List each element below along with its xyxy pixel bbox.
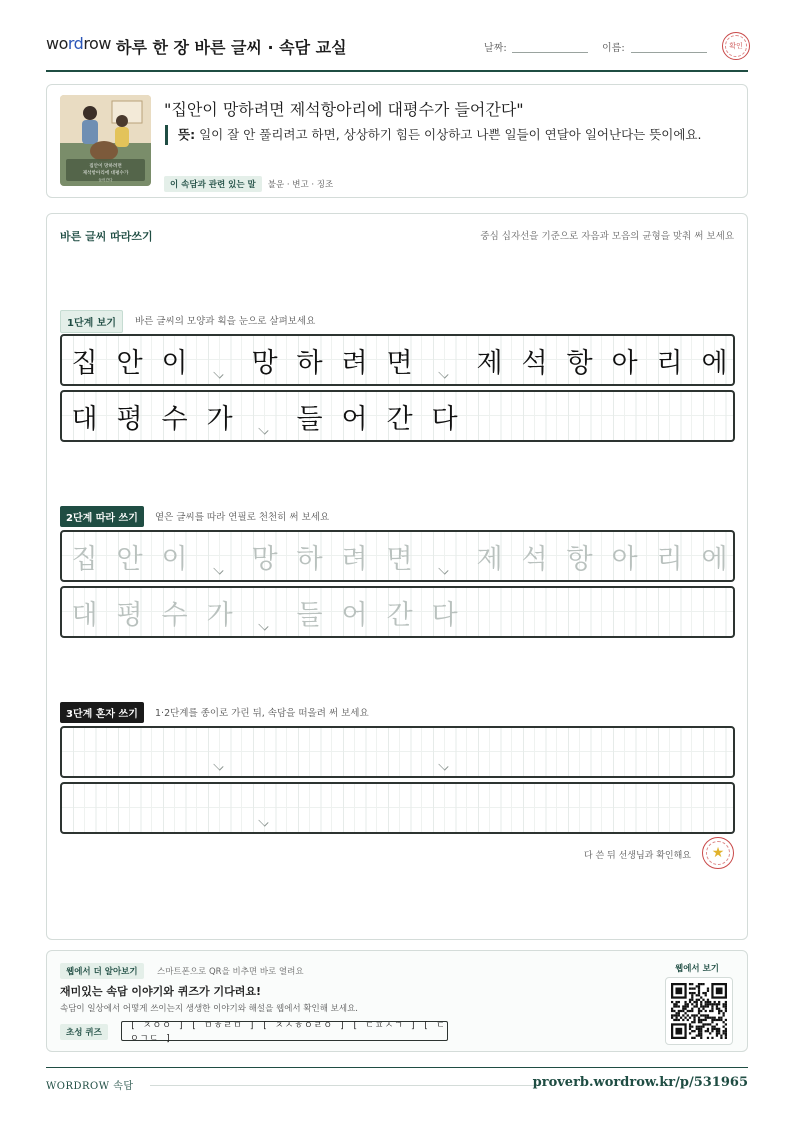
char-cell: 안 xyxy=(116,543,143,575)
char-cell: 에 xyxy=(701,347,728,379)
meaning-label: 뜻: xyxy=(178,127,196,142)
proverb-title: "집안이 망하려면 제석항아리에 대평수가 들어간다" xyxy=(164,100,524,119)
svg-text:집안이 망하려면: 집안이 망하려면 xyxy=(89,164,122,169)
worksheet-title: 하루 한 장 바른 글씨 · 속담 교실 xyxy=(116,38,347,57)
char-cell: 에 xyxy=(701,543,728,575)
proverb-illustration xyxy=(60,95,151,186)
star-seal-icon: ★ xyxy=(702,837,734,869)
char-cell: 대 xyxy=(71,403,98,435)
web-tag-desc: 스마트폰으로 QR을 비추면 바로 열려요 xyxy=(157,967,304,977)
stage1-tag: 1단계 보기 xyxy=(60,310,123,333)
char-cell: 대 xyxy=(71,599,98,631)
space-mark xyxy=(242,392,287,440)
char-cell: 수 xyxy=(161,599,188,631)
chosung-quiz: [ ㅈㅇㅇ ] [ ㅁㅎㄹㅁ ] [ ㅈㅅㅎㅇㄹㅇ ] [ ㄷㅍㅅㄱ ] [ ㄷㅇㄱㄷ ] xyxy=(121,1021,448,1041)
char-cell xyxy=(287,784,332,832)
web-tag: 웹에서 더 알아보기 xyxy=(60,963,144,979)
proverb-card xyxy=(46,84,748,198)
char-cell: 다 xyxy=(431,403,458,435)
char-cell: 간 xyxy=(386,403,413,435)
char-cell: 망 xyxy=(251,347,278,379)
char-cell: 가 xyxy=(206,599,233,631)
stage2-tag: 2단계 따라 쓰기 xyxy=(60,506,144,527)
char-cell xyxy=(152,728,197,776)
char-cell: 다 xyxy=(431,599,458,631)
char-cell: 어 xyxy=(341,403,368,435)
name-label: 이름: xyxy=(602,43,625,54)
char-cell xyxy=(287,728,332,776)
char-cell: 항 xyxy=(566,347,593,379)
char-cell: 석 xyxy=(521,347,548,379)
char-cell: 들 xyxy=(296,599,323,631)
svg-text:제석항아리에 대평수가: 제석항아리에 대평수가 xyxy=(82,171,129,176)
footer-brand: WORDROW 속담 xyxy=(46,1081,134,1092)
date-label: 날짜: xyxy=(484,43,507,54)
char-cell: 아 xyxy=(611,347,638,379)
name-field[interactable] xyxy=(631,52,707,53)
char-cell: 면 xyxy=(386,543,413,575)
qr-label: 웹에서 보기 xyxy=(674,964,719,974)
char-cell: 집 xyxy=(71,543,98,575)
char-cell xyxy=(62,728,107,776)
char-cell: 려 xyxy=(341,543,368,575)
stage2-row-2[interactable] xyxy=(60,586,735,638)
stage3-row-1[interactable] xyxy=(60,726,735,778)
char-cell xyxy=(332,728,377,776)
char-cell xyxy=(422,784,467,832)
web-sub: 속담이 일상에서 어떻게 쓰이는지 생생한 이야기와 해설을 웹에서 확인해 보세요. xyxy=(60,1004,358,1014)
page-header xyxy=(46,28,748,72)
stage3-tag: 3단계 혼자 쓰기 xyxy=(60,702,144,723)
char-cell xyxy=(107,728,152,776)
space-mark xyxy=(422,728,467,776)
char-cell: 제 xyxy=(476,347,503,379)
meaning-text: 일이 잘 안 풀리려고 하면, 상상하기 힘든 이상하고 나쁜 일들이 연달아 일어난다는 뜻이에요. xyxy=(199,127,702,142)
stage1-cells-1 xyxy=(62,336,735,384)
wordrow-logo[interactable]: wordrow xyxy=(46,34,111,53)
char-cell: 아 xyxy=(611,543,638,575)
char-cell: 려 xyxy=(341,347,368,379)
char-cell: 망 xyxy=(251,543,278,575)
footer-divider xyxy=(150,1085,538,1086)
char-cell: 하 xyxy=(296,543,323,575)
related-label: 이 속담과 관련 있는 말 xyxy=(164,176,262,192)
stage3-cells-2 xyxy=(62,784,467,832)
stage1-desc: 바른 글씨의 모양과 획을 눈으로 살펴보세요 xyxy=(135,316,316,327)
char-cell xyxy=(197,784,242,832)
teacher-seal: 확인 xyxy=(722,32,750,60)
stage1-row-1 xyxy=(60,334,735,386)
char-cell xyxy=(62,784,107,832)
char-cell xyxy=(647,728,692,776)
char-cell: 간 xyxy=(386,599,413,631)
char-cell xyxy=(557,728,602,776)
char-cell xyxy=(692,728,735,776)
related-words: 불운 · 변고 · 징조 xyxy=(267,180,334,190)
footer-url[interactable]: proverb.wordrow.kr/p/531965 xyxy=(532,1075,748,1090)
space-mark xyxy=(197,532,242,580)
char-cell: 들 xyxy=(296,403,323,435)
svg-text:들어간다: 들어간다 xyxy=(98,178,113,182)
stage2-desc: 옅은 글씨를 따라 연필로 천천히 써 보세요 xyxy=(155,512,330,523)
char-cell: 하 xyxy=(296,347,323,379)
practice-panel xyxy=(46,213,748,940)
char-cell: 면 xyxy=(386,347,413,379)
char-cell xyxy=(332,784,377,832)
check-note: 다 쓴 뒤 선생님과 확인해요 xyxy=(583,851,691,861)
stage3-desc: 1·2단계를 종이로 가린 뒤, 속담을 떠올려 써 보세요 xyxy=(155,708,369,719)
char-cell xyxy=(107,784,152,832)
quiz-tag: 초성 퀴즈 xyxy=(60,1024,108,1040)
char-cell: 이 xyxy=(161,347,188,379)
char-cell xyxy=(602,728,647,776)
practice-title: 바른 글씨 따라쓰기 xyxy=(60,230,153,243)
char-cell: 평 xyxy=(116,403,143,435)
stage3-cells-1 xyxy=(62,728,735,776)
char-cell: 리 xyxy=(656,347,683,379)
space-mark xyxy=(242,784,287,832)
related-words-row xyxy=(164,176,333,192)
qr-code-icon xyxy=(671,983,727,1039)
proverb-meaning xyxy=(165,125,725,145)
stage2-cells-1 xyxy=(62,532,735,580)
char-cell: 석 xyxy=(521,543,548,575)
qr-code[interactable] xyxy=(665,977,733,1045)
web-headline: 재미있는 속담 이야기와 퀴즈가 기다려요! xyxy=(60,985,261,998)
date-field[interactable] xyxy=(512,52,588,53)
stage1-cells-2 xyxy=(62,392,467,440)
char-cell: 안 xyxy=(116,347,143,379)
char-cell: 리 xyxy=(656,543,683,575)
practice-note: 중심 십자선을 기준으로 자음과 모음의 균형을 맞춰 써 보세요 xyxy=(480,231,734,242)
char-cell xyxy=(377,728,422,776)
space-mark xyxy=(197,728,242,776)
page-footer xyxy=(46,1067,748,1097)
char-cell xyxy=(377,784,422,832)
char-cell xyxy=(152,784,197,832)
space-mark xyxy=(242,588,287,636)
char-cell: 집 xyxy=(71,347,98,379)
illustration-image xyxy=(60,95,151,186)
char-cell: 수 xyxy=(161,403,188,435)
stage2-row-1[interactable] xyxy=(60,530,735,582)
char-cell: 제 xyxy=(476,543,503,575)
char-cell: 가 xyxy=(206,403,233,435)
stage1-row-2 xyxy=(60,390,735,442)
char-cell: 어 xyxy=(341,599,368,631)
space-mark xyxy=(197,336,242,384)
space-mark xyxy=(422,532,467,580)
space-mark xyxy=(422,336,467,384)
stage3-row-2[interactable] xyxy=(60,782,735,834)
web-promo-box xyxy=(46,950,748,1052)
char-cell: 항 xyxy=(566,543,593,575)
stage2-cells-2 xyxy=(62,588,467,636)
char-cell xyxy=(242,728,287,776)
char-cell xyxy=(467,728,512,776)
char-cell xyxy=(512,728,557,776)
char-cell: 이 xyxy=(161,543,188,575)
char-cell: 평 xyxy=(116,599,143,631)
